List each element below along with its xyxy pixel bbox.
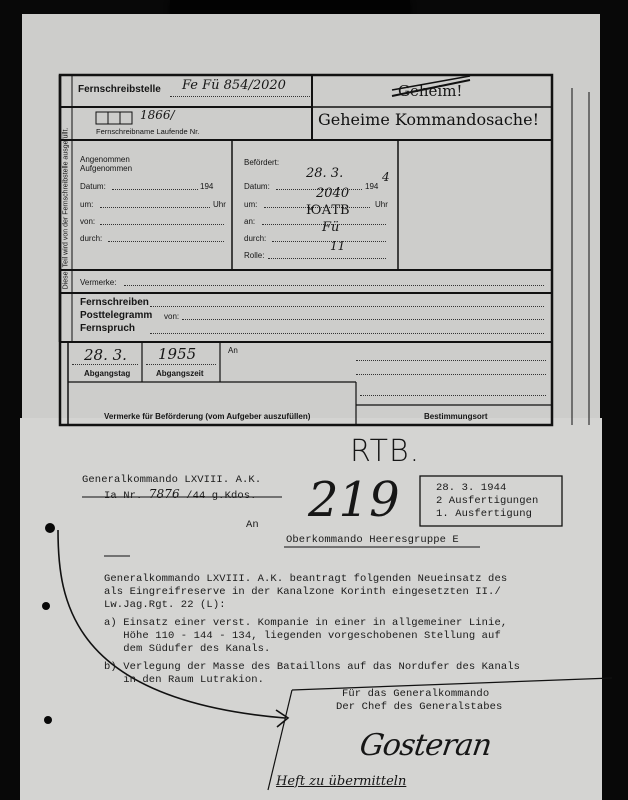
abgang-date: 28. 3. <box>84 346 127 364</box>
an-line-1 <box>356 360 546 361</box>
fwd-year-digit: 4 <box>382 170 390 184</box>
closing-line-2: Der Chef des Generalstabes <box>336 701 503 713</box>
type-top-line <box>150 306 544 307</box>
fwd-rolle-line <box>268 258 386 259</box>
type-fernschreiben: Fernschreiben <box>80 297 149 308</box>
sender-number: 7876 <box>148 487 180 501</box>
type-von-label: von: <box>164 312 180 321</box>
rec-um-label: um: <box>80 200 94 209</box>
an-label: An <box>246 519 259 531</box>
rtb-annotation: RTB. <box>350 434 421 469</box>
item-b-line-1: b) Verlegung der Masse des Bataillons auf das Nordufer des Kanals <box>104 661 521 673</box>
recipient: Oberkommando Heeresgruppe E <box>286 534 459 546</box>
vermerke-befoerderung: Vermerke für Beförderung (vom Aufgeber auszufüllen) <box>104 412 311 421</box>
item-a-line-1: a) Einsatz einer verst. Kompanie in einer in allgemeiner Linie, <box>104 617 508 629</box>
sender-line-2 <box>104 487 257 502</box>
closing-line-1: Für das Generalkommando <box>342 688 490 700</box>
an-line-2 <box>356 374 546 375</box>
forwarded-label: Befördert: <box>244 158 280 167</box>
secret-struck: Geheim! <box>398 82 463 100</box>
date-box-line-2: 2 Ausfertigungen <box>436 495 539 507</box>
abgangszeit-label: Abgangszeit <box>156 369 204 378</box>
body-line-1: Generalkommando LXVIII. A.K. beantragt folgenden Neueinsatz des <box>104 573 508 585</box>
abgang-time: 1955 <box>158 345 197 363</box>
fwd-by: Fü <box>322 220 340 235</box>
serial-value: 1866/ <box>140 108 175 122</box>
type-bottom-line <box>150 333 544 334</box>
rec-datum-line <box>112 189 198 190</box>
fwd-durch-line <box>272 241 386 242</box>
type-posttelegramm: Posttelegramm <box>80 310 153 321</box>
type-fernspruch: Fernspruch <box>80 323 136 334</box>
rec-datum-label: Datum: <box>80 182 106 191</box>
serial-caption: Fernschreibname Laufende Nr. <box>96 127 200 136</box>
rec-uhr-label: Uhr <box>213 200 226 209</box>
vermerke-label: Vermerke: <box>80 278 117 287</box>
sender-line-1: Generalkommando LXVIII. A.K. <box>82 474 262 486</box>
abgangstag-label: Abgangstag <box>84 369 131 378</box>
vermerke-line <box>124 285 544 286</box>
received-label-2: Aufgenommen <box>80 164 133 173</box>
fwd-roll: 11 <box>330 239 346 253</box>
bottom-note: Heft zu übermitteln <box>276 774 407 789</box>
an-field-label: An <box>228 346 238 355</box>
sender-suffix: /44 g.Kdos. <box>186 490 257 502</box>
fwd-durch-label: durch: <box>244 234 267 243</box>
body-line-3: Lw.Jag.Rgt. 22 (L): <box>104 599 226 611</box>
fwd-datum-label: Datum: <box>244 182 270 191</box>
item-a-line-3: dem Südufer des Kanals. <box>104 643 271 655</box>
rec-durch-line <box>108 241 224 242</box>
fwd-um-label: um: <box>244 200 258 209</box>
received-label-1: Angenommen <box>80 155 130 164</box>
fwd-date: 28. 3. <box>306 166 344 181</box>
station-label: Fernschreibstelle <box>78 84 161 95</box>
item-b-line-2: in den Raum Lutrakion. <box>104 674 265 686</box>
rec-durch-label: durch: <box>80 234 103 243</box>
rec-von-label: von: <box>80 217 96 226</box>
abgang-date-line <box>72 364 138 365</box>
signature: Gosteran <box>357 728 494 763</box>
type-von-line <box>182 319 544 320</box>
fwd-to: ЮАТВ <box>306 203 350 218</box>
abgang-time-line <box>146 364 216 365</box>
fwd-uhr-label: Uhr <box>375 200 388 209</box>
fwd-time: 2040 <box>316 186 350 201</box>
fwd-an-label: an: <box>244 217 256 226</box>
station-value: Fe Fü 854/2020 <box>182 78 286 93</box>
item-a-line-2: Höhe 110 - 144 - 134, liegenden vorgeschobenen Stellung auf <box>104 630 501 642</box>
an-line-3 <box>360 395 546 396</box>
date-box-line-1: 28. 3. 1944 <box>436 482 507 494</box>
bestimmungsort-label: Bestimmungsort <box>424 412 488 421</box>
date-box-line-3: 1. Ausfertigung <box>436 508 533 520</box>
side-note: Dieser Teil wird von der Fernschreibstelle ausgefüllt. <box>62 127 70 290</box>
station-dotline <box>170 96 310 97</box>
rec-um-line <box>100 207 210 208</box>
fwd-rolle-label: Rolle: <box>244 251 265 260</box>
top-secret-label: Geheime Kommandosache! <box>318 110 539 129</box>
big-number-annotation: 219 <box>308 472 400 528</box>
rec-year-prefix: 194 <box>200 182 214 191</box>
body-line-2: als Eingreifreserve in der Kanalzone Korinth eingesetzten II./ <box>104 586 501 598</box>
fwd-year-prefix: 194 <box>365 182 379 191</box>
rec-von-line <box>100 224 224 225</box>
sender-prefix: Ia Nr. <box>104 490 143 502</box>
